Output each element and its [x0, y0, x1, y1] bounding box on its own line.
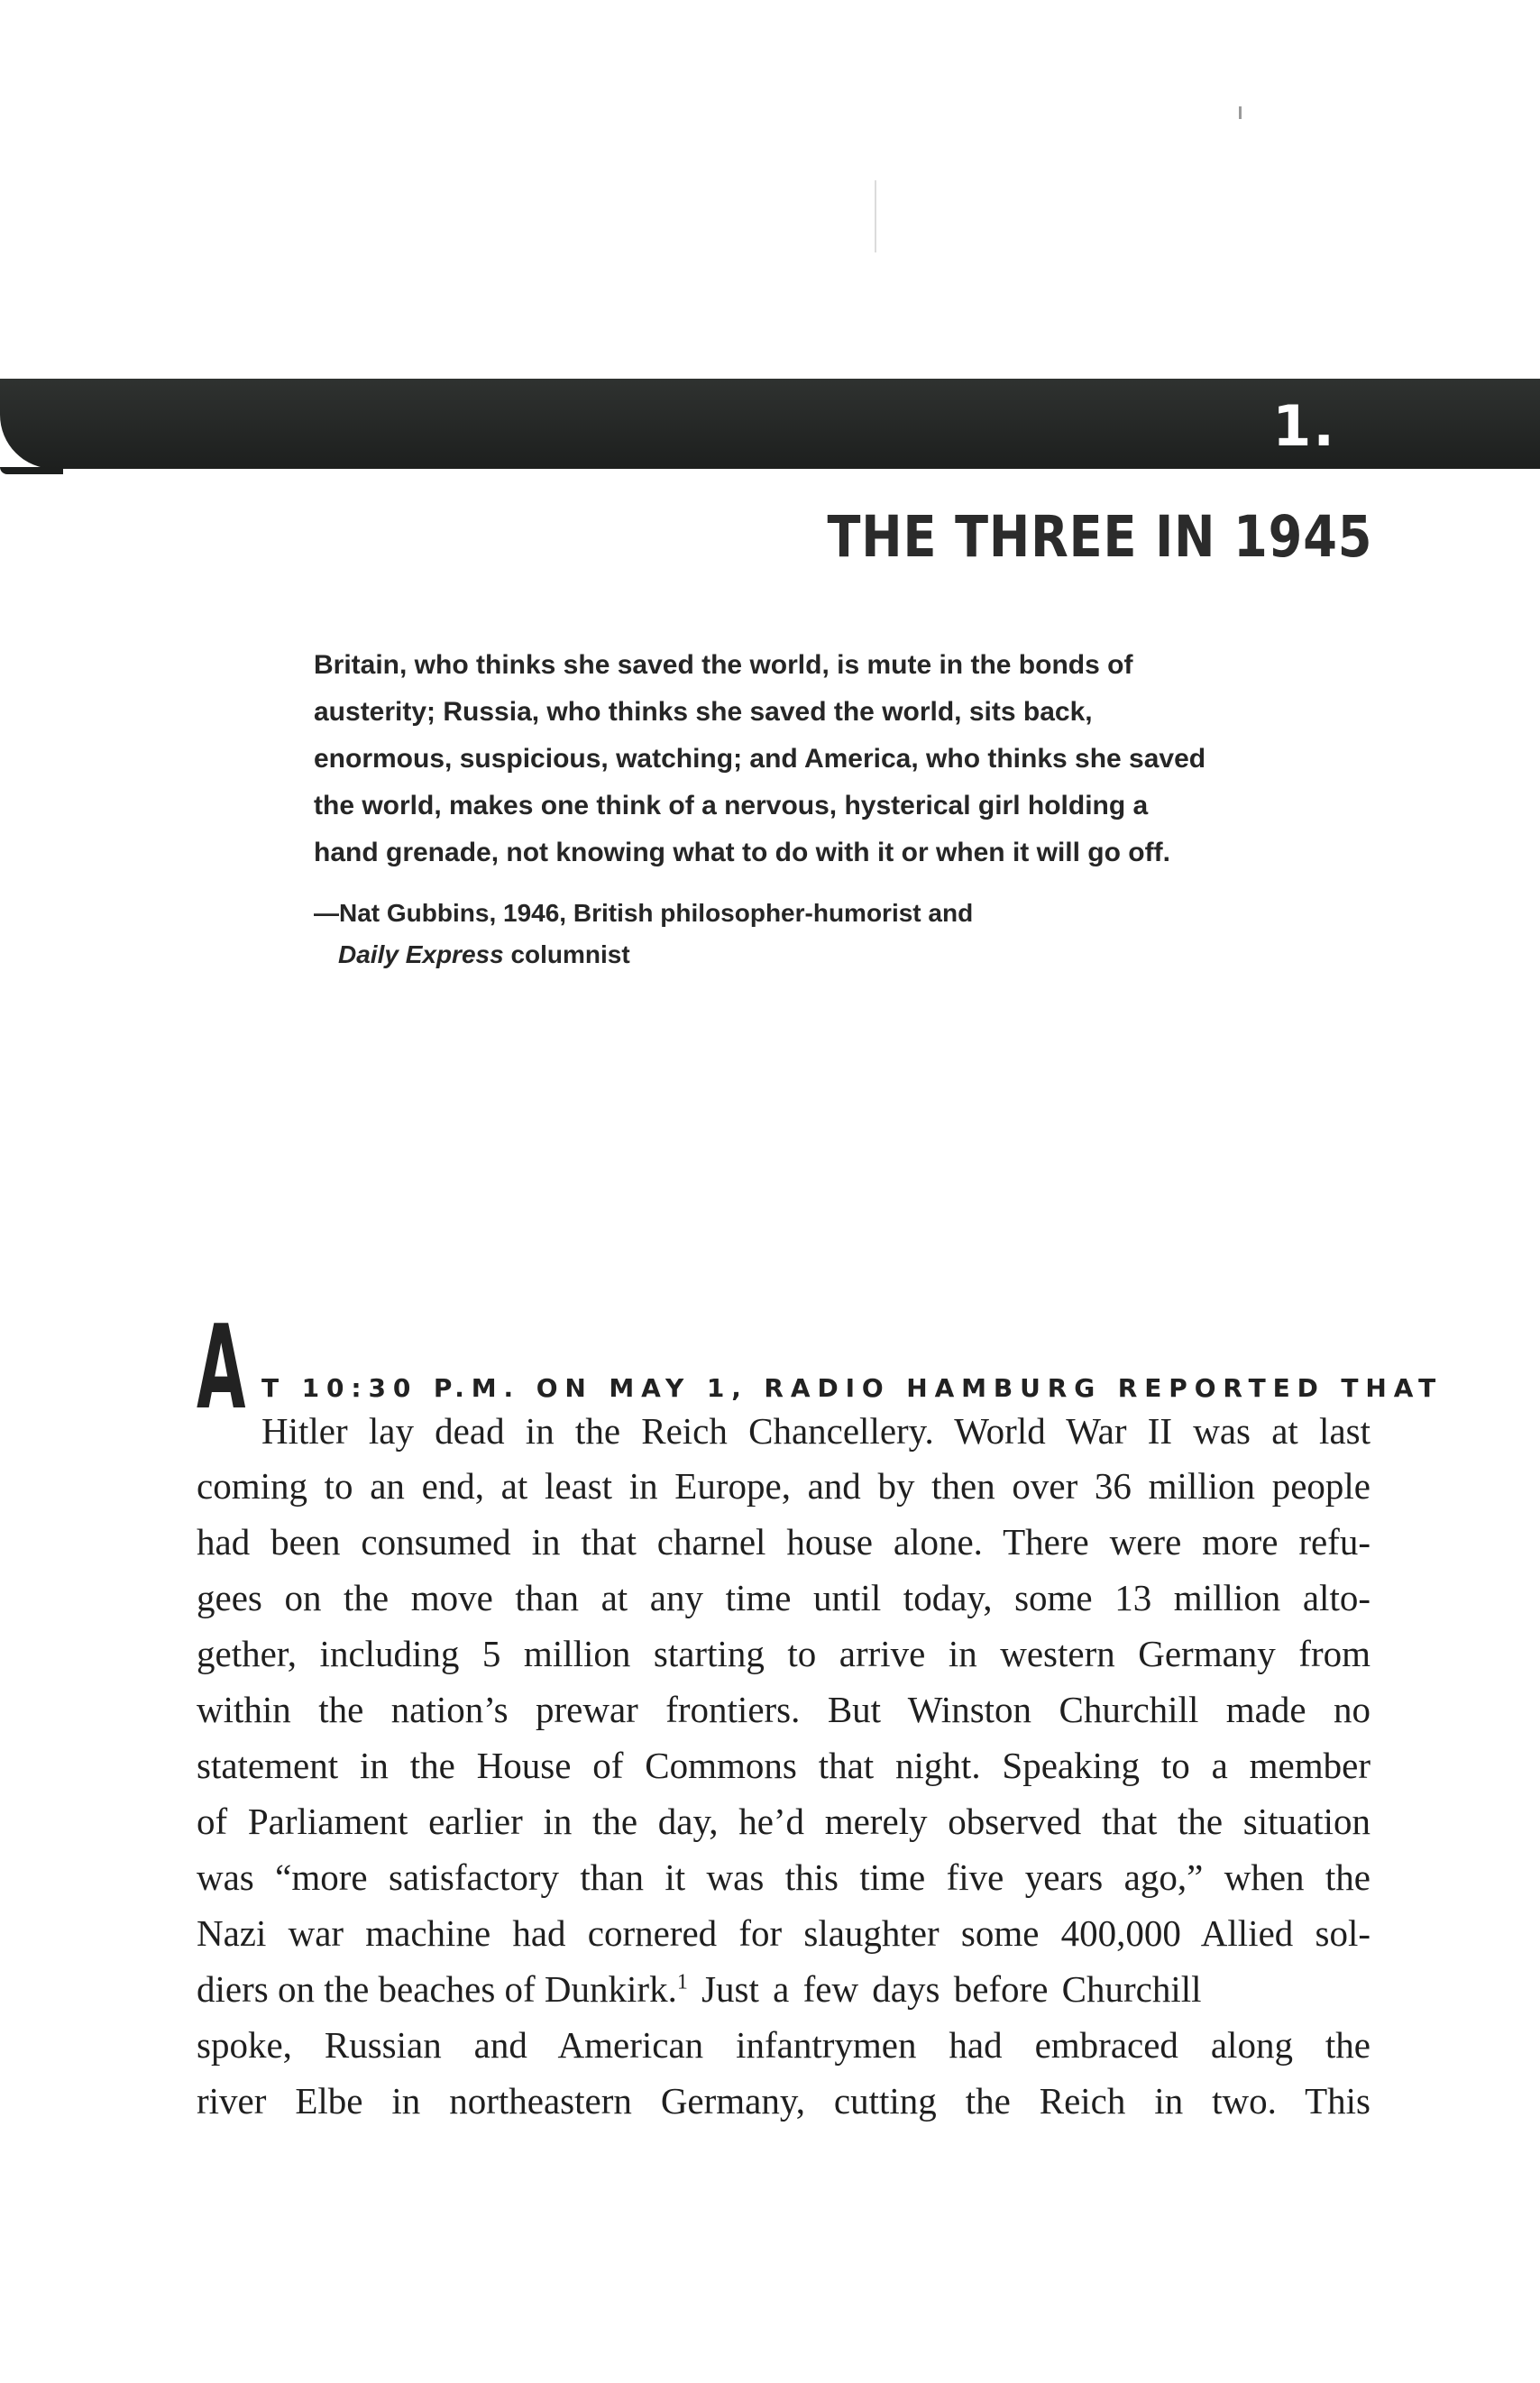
epigraph-attribution: [314, 893, 973, 976]
body-text-line: within the nation’s prewar frontiers. But Winston Churchill made no: [197, 1689, 1370, 1730]
body-text-line: Nazi war machine had cornered for slaughter some 400,000 Allied sol-: [197, 1912, 1370, 1954]
epigraph-line: hand grenade, not knowing what to do with it or when it will go off.: [314, 838, 1170, 867]
publication-name: Daily Express: [338, 940, 504, 968]
body-text-line: Hitler lay dead in the Reich Chancellery. World War II was at last: [261, 1410, 1370, 1452]
drop-cap: A: [197, 1301, 246, 1435]
body-text-line: was “more satisfactory than it was this time five years ago,” when the: [197, 1856, 1370, 1898]
body-text-line: gether, including 5 million starting to arrive in western Germany from: [197, 1633, 1370, 1674]
body-text-line: statement in the House of Commons that night. Speaking to a member: [197, 1745, 1370, 1786]
body-text-line: spoke, Russian and American infantrymen had embraced along the: [197, 2024, 1370, 2066]
epigraph-line: enormous, suspicious, watching; and America, who thinks she saved: [314, 744, 1206, 774]
attribution-line: [314, 934, 973, 976]
body-text-line: had been consumed in that charnel house alone. There were more refu-: [197, 1521, 1370, 1563]
body-text-line: [197, 1962, 1370, 2016]
scan-speck: [875, 180, 876, 252]
chapter-title: THE THREE IN 1945: [827, 504, 1372, 570]
epigraph-line: Britain, who thinks she saved the world, is mute in the bonds of: [314, 650, 1133, 680]
epigraph-line: austerity; Russia, who thinks she saved the world, sits back,: [314, 697, 1093, 727]
epigraph-line: the world, makes one think of a nervous, hysterical girl holding a: [314, 791, 1149, 820]
body-text-line: coming to an end, at least in Europe, and by then over 36 million people: [197, 1465, 1370, 1507]
body-text-segment: diers on the beaches of Dunkirk.: [197, 1968, 677, 2010]
body-text-line: of Parliament earlier in the day, he’d merely observed that the situation: [197, 1801, 1370, 1842]
attribution-suffix: columnist: [503, 940, 630, 968]
scan-speck: [1239, 106, 1242, 119]
body-text-line: river Elbe in northeastern Germany, cutting the Reich in two. This: [197, 2080, 1370, 2122]
body-text-segment: Just a few days before Churchill: [687, 1968, 1202, 2010]
opening-small-caps: T 10:30 P.M. ON MAY 1, RADIO HAMBURG REPORTED THAT: [261, 1373, 1444, 1403]
epigraph: [314, 642, 1251, 876]
chapter-number: 1.: [1272, 393, 1336, 459]
body-text-line: gees on the move than at any time until today, some 13 million alto-: [197, 1577, 1370, 1618]
attribution-line: —Nat Gubbins, 1946, British philosopher-humorist and: [314, 899, 974, 927]
footnote-marker: 1: [676, 1970, 688, 1994]
